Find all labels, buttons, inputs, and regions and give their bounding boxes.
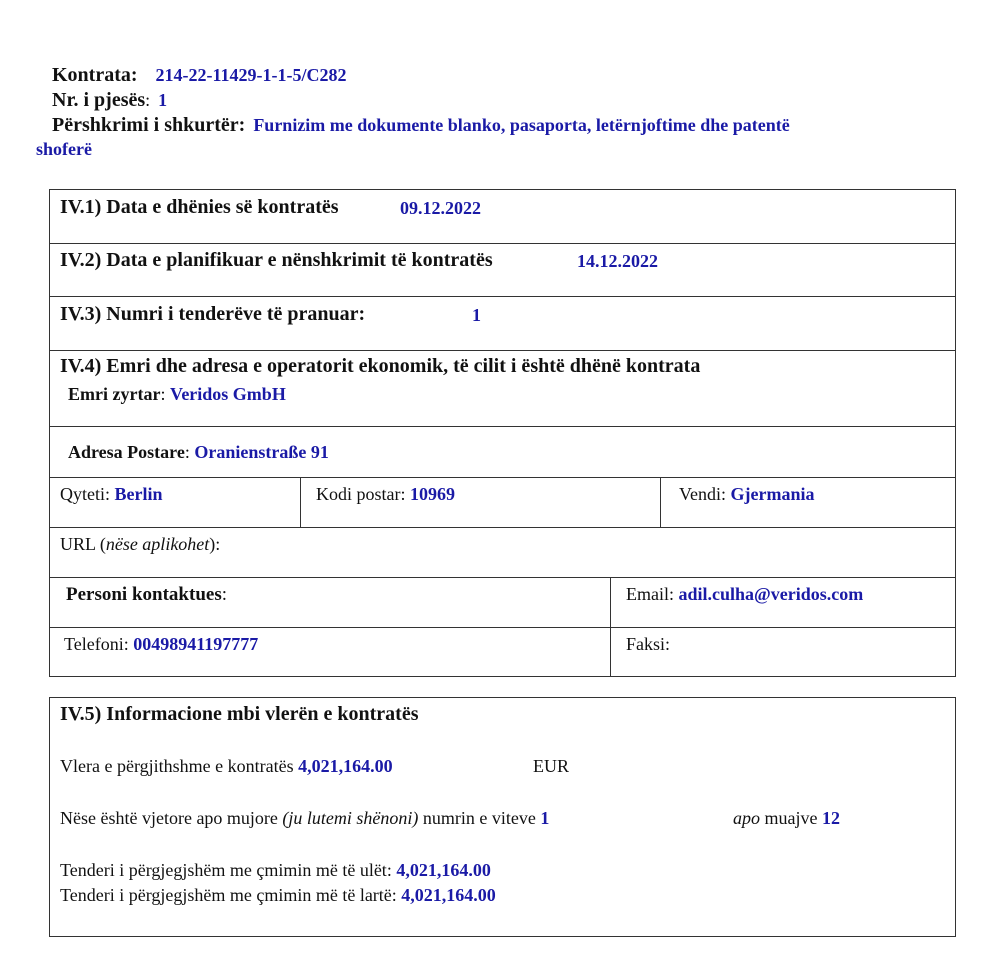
- period-months-value: 12: [821, 808, 840, 828]
- period-italic-note: (ju lutemi shënoni): [282, 808, 419, 828]
- period-months: [733, 808, 840, 829]
- part-separator: :: [145, 90, 151, 110]
- city-value: Berlin: [114, 484, 163, 504]
- period-or: apo: [733, 808, 760, 828]
- short-description-line: [52, 114, 790, 137]
- postal-address-colon: :: [184, 442, 190, 462]
- period-line: [60, 808, 549, 829]
- city-label: Qyteti:: [60, 484, 110, 504]
- official-name-colon: :: [160, 384, 166, 404]
- short-description-continuation: [36, 139, 92, 160]
- postal-address-label: Adresa Postare: [68, 442, 185, 462]
- postcode-label: Kodi postar:: [316, 484, 406, 504]
- award-details-box: [49, 189, 956, 677]
- contact-row: [50, 578, 955, 628]
- short-description-value: Furnizim me dokumente blanko, pasaporta, letërnjoftime dhe patentë: [253, 115, 790, 135]
- award-date-row: [50, 190, 955, 244]
- country-label: Vendi:: [679, 484, 726, 504]
- total-value-amount: 4,021,164.00: [298, 756, 393, 776]
- highest-tender-line: [60, 885, 496, 906]
- contract-number: 214-22-11429-1-1-5/C282: [155, 65, 347, 85]
- highest-tender-label: Tenderi i përgjegjshëm me çmimin më të lartë:: [60, 885, 397, 905]
- fax-label: Faksi:: [626, 634, 671, 654]
- official-name-row: [50, 351, 955, 427]
- postal-address-row: [50, 427, 955, 478]
- postcode-value: 10969: [410, 484, 455, 504]
- contract-line: [52, 64, 347, 87]
- signing-date-value: 14.12.2022: [577, 251, 658, 271]
- phone-row: [50, 628, 955, 676]
- part-line: [52, 89, 167, 112]
- url-row: [50, 528, 955, 578]
- lowest-tender-line: [60, 860, 491, 881]
- total-value-line: [60, 756, 393, 777]
- url-italic-note: nëse aplikohet: [105, 534, 210, 554]
- contract-value-box: [49, 697, 956, 937]
- official-name-label: Emri zyrtar: [68, 384, 161, 404]
- period-months-label: muajve: [764, 808, 818, 828]
- award-date-value: 09.12.2022: [400, 198, 481, 218]
- country-value: Gjermania: [730, 484, 815, 504]
- period-years-value: 1: [540, 808, 550, 828]
- lowest-tender-value: 4,021,164.00: [396, 860, 491, 880]
- official-name-value: Veridos GmbH: [169, 384, 286, 404]
- highest-tender-value: 4,021,164.00: [401, 885, 496, 905]
- period-prefix: Nëse është vjetore apo mujore: [60, 808, 278, 828]
- tenders-count-label: IV.3) Numri i tenderëve të pranuar:: [60, 303, 366, 325]
- phone-label: Telefoni:: [64, 634, 129, 654]
- contract-label: Kontrata:: [52, 64, 138, 86]
- contact-person-label: Personi kontaktues: [66, 584, 222, 605]
- contract-value-title: IV.5) Informacione mbi vlerën e kontratës: [60, 703, 419, 725]
- phone-value: 00498941197777: [133, 634, 259, 654]
- signing-date-row: [50, 244, 955, 297]
- tenders-count-value: 1: [472, 305, 481, 325]
- short-description-label: Përshkrimi i shkurtër:: [52, 114, 246, 136]
- tenders-count-row: [50, 297, 955, 351]
- operator-section-title: IV.4) Emri dhe adresa e operatorit ekonomik, të cilit i është dhënë kontrata: [60, 355, 701, 377]
- short-description-value-line2: shoferë: [36, 139, 92, 159]
- part-label: Nr. i pjesës: [52, 89, 146, 111]
- currency-code: EUR: [533, 756, 569, 776]
- email-value: adil.culha@veridos.com: [678, 584, 864, 604]
- lowest-tender-label: Tenderi i përgjegjshëm me çmimin më të ulët:: [60, 860, 392, 880]
- postal-address-value: Oranienstraße 91: [194, 442, 329, 462]
- contact-person-colon: :: [221, 584, 227, 605]
- award-date-label: IV.1) Data e dhënies së kontratës: [60, 196, 339, 218]
- city-row: [50, 478, 955, 528]
- total-value-label: Vlera e përgjithshme e kontratës: [60, 756, 294, 776]
- url-label-suffix: ):: [209, 534, 221, 554]
- part-number: 1: [158, 90, 168, 110]
- period-years-label: numrin e viteve: [422, 808, 536, 828]
- url-label: URL (: [60, 534, 106, 554]
- email-label: Email:: [626, 584, 674, 604]
- signing-date-label: IV.2) Data e planifikuar e nënshkrimit të kontratës: [60, 249, 493, 271]
